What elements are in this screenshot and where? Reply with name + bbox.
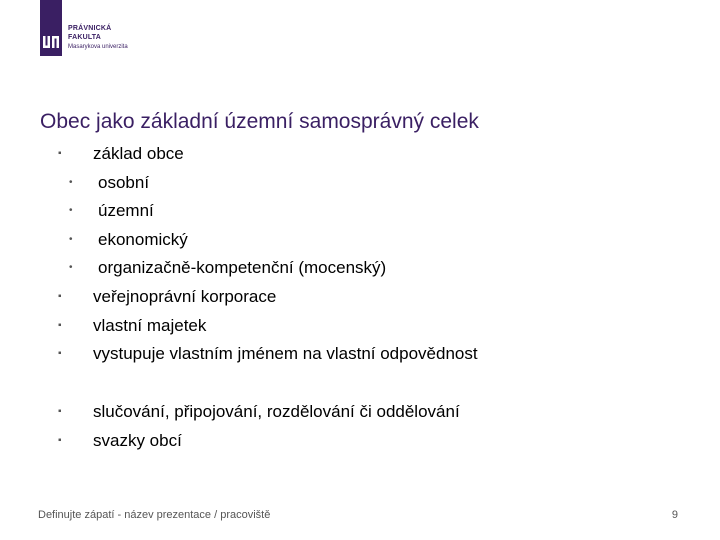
square-bullet-icon: ▪ — [58, 406, 62, 417]
square-bullet-icon: ▪ — [58, 434, 62, 446]
slide-title: Obec jako základní územní samosprávný celek — [40, 110, 479, 133]
sub-bullet-label: osobní — [98, 172, 150, 192]
sub-bullet-item — [58, 169, 478, 198]
bullet-item — [58, 427, 460, 456]
bullet-item — [58, 340, 478, 369]
bullet-item-label: vystupuje vlastním jménem na vlastní odpovědnost — [93, 344, 478, 364]
dot-bullet-icon: • — [69, 176, 73, 188]
bullet-item-label: vlastní majetek — [93, 315, 207, 335]
bullet-item — [58, 140, 478, 283]
bullet-item-label: základ obce — [93, 144, 184, 163]
mu-logo-icon — [40, 0, 62, 56]
sub-bullet-item — [58, 197, 478, 226]
footer-text: Definujte zápatí - název prezentace / pracoviště — [38, 509, 271, 521]
sub-bullet-item — [58, 254, 478, 283]
square-bullet-icon: ▪ — [58, 348, 62, 360]
sub-bullet-label: organizačně-kompetenční (mocenský) — [98, 258, 387, 278]
square-bullet-icon: ▪ — [58, 148, 62, 159]
faculty-logo — [40, 0, 128, 56]
bullet-item — [58, 398, 460, 427]
logo-faculty-name-line2: FAKULTA — [68, 34, 102, 41]
square-bullet-icon: ▪ — [58, 319, 62, 331]
square-bullet-icon: ▪ — [58, 290, 62, 302]
bullet-list-secondary — [58, 398, 460, 455]
sub-bullet-list — [69, 169, 478, 283]
logo-text — [68, 0, 128, 56]
sub-bullet-label: ekonomický — [98, 229, 188, 249]
dot-bullet-icon: • — [69, 262, 73, 274]
sub-bullet-label: územní — [98, 201, 154, 221]
bullet-item-label: veřejnoprávní korporace — [93, 286, 277, 306]
logo-university-name: Masarykova univerzita — [68, 44, 128, 50]
dot-bullet-icon: • — [69, 233, 73, 245]
bullet-item — [58, 283, 478, 312]
bullet-list — [58, 140, 478, 369]
logo-faculty-name-line1: PRÁVNICKÁ — [68, 25, 112, 32]
page-number: 9 — [671, 509, 678, 521]
sub-bullet-item — [58, 226, 478, 255]
bullet-item — [58, 312, 478, 341]
bullet-item-label: svazky obcí — [93, 430, 182, 450]
bullet-item-label: slučování, připojování, rozdělování či oddělování — [93, 402, 460, 421]
dot-bullet-icon: • — [69, 205, 73, 217]
